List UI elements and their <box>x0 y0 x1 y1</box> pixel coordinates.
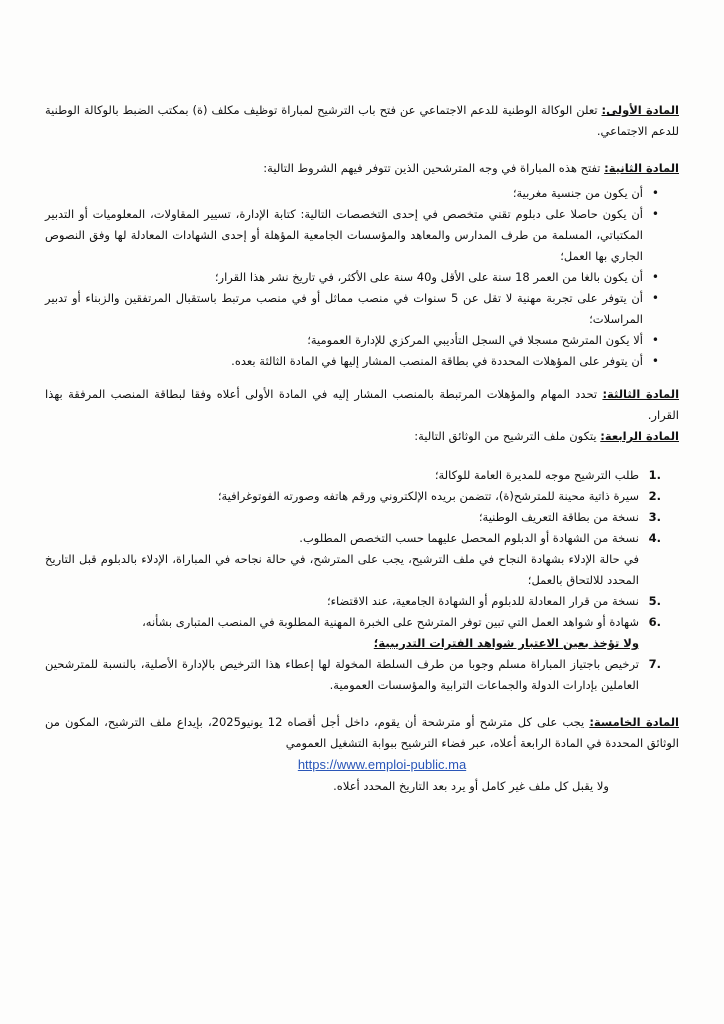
article-4-title: المادة الرابعة: <box>600 429 679 443</box>
conditions-list <box>45 183 679 372</box>
condition-item: • ألا يكون المترشح مسجلا في السجل التأديبي المركزي للإدارة العمومية؛ <box>45 330 659 351</box>
condition-item: • أن يتوفر على المؤهلات المحددة في بطاقة المنصب المشار إليها في المادة الثالثة بعده. <box>45 351 659 372</box>
article-2-intro: تفتح هذه المباراة في وجه المترشحين الذين تتوفر فيهم الشروط التالية: <box>263 161 605 175</box>
article-1 <box>45 100 679 142</box>
article-1-text: تعلن الوكالة الوطنية للدعم الاجتماعي عن فتح باب الترشيح لمباراة توظيف مكلف (ة) بمكتب الضبط بالوكالة الوطنية للدعم الاجتماعي. <box>45 103 679 138</box>
document-item <box>45 528 661 591</box>
article-2 <box>45 158 679 372</box>
article-5-text: يجب على كل مترشح أو مترشحة أن يقوم، داخل أجل أقصاه 12 يونيو2025، بإيداع ملف الترشيح، المكون من الوثائق المحددة في المادة الرابعة أعلاه، عبر فضاء الترشيح ببوابة التشغيل العمومي <box>45 715 679 750</box>
emploi-public-link[interactable]: https://www.emploi-public.ma <box>297 757 467 772</box>
document-text: طلب الترشيح موجه للمديرة العامة للوكالة؛ <box>434 468 639 482</box>
article-1-title: المادة الأولى: <box>601 103 679 117</box>
document-number: .6 <box>648 615 661 629</box>
condition-item: • أن يكون حاصلا على دبلوم تقني متخصص في إحدى التخصصات التالية: كتابة الإدارة، تسيير المقاولات، المعلوميات أو التدبير المكتباتي، المسلمة من طرف المدارس والمعاهد والمؤسسات الجامعية المؤهلة أو إحدى الشهادات المعادلة لها وفق النصوص الجاري بها العمل؛ <box>45 204 659 267</box>
documents-list <box>45 465 679 696</box>
document-number: .3 <box>648 510 661 524</box>
document-item <box>45 654 661 696</box>
document-item <box>45 591 661 612</box>
condition-item: • أن يكون بالغا من العمر 18 سنة على الأقل و40 سنة على الأكثر، في تاريخ نشر هذا القرار؛ <box>45 267 659 288</box>
document-text: شهادة أو شواهد العمل التي تبين توفر المترشح على الخبرة المهنية المطلوبة في المنصب المتبارى بشأنه، <box>142 615 639 629</box>
document-number: .5 <box>648 594 661 608</box>
document-text: ترخيص باجتياز المباراة مسلم وجوبا من طرف السلطة المخولة لها إعطاء هذا الترخيص بالإدارة الأصلية، بالنسبة للمترشحين العاملين بإدارات الدولة والجماعات الترابية والمؤسسات العمومية. <box>45 657 639 692</box>
article-3-title: المادة الثالثة: <box>602 387 680 401</box>
document-number: .2 <box>648 489 661 503</box>
document-text: نسخة من قرار المعادلة للدبلوم أو الشهادة الجامعية، عند الاقتضاء؛ <box>326 594 639 608</box>
article-4-intro: يتكون ملف الترشيح من الوثائق التالية: <box>414 429 601 443</box>
article-5 <box>45 712 679 797</box>
article-5-closing: ولا يقبل كل ملف غير كامل أو يرد بعد التاريخ المحدد أعلاه. <box>333 779 609 793</box>
document-note: في حالة الإدلاء بشهادة النجاح في ملف الترشيح، يجب على المترشح، في حالة نجاحه في المباراة، الإدلاء بالدبلوم قبل التاريخ المحدد للالتحاق بالعمل؛ <box>45 552 639 587</box>
article-4 <box>45 426 679 696</box>
document-item <box>45 507 661 528</box>
document-item <box>45 486 661 507</box>
document-text: نسخة من بطاقة التعريف الوطنية؛ <box>478 510 639 524</box>
document-item <box>45 465 661 486</box>
document-text: سيرة ذاتية محينة للمترشح(ة)، تتضمن بريده الإلكتروني ورقم هاتفه وصورته الفوتوغرافية؛ <box>217 489 639 503</box>
condition-item: • أن يكون من جنسية مغربية؛ <box>45 183 659 204</box>
document-body <box>45 100 679 797</box>
article-2-title: المادة الثانية: <box>604 161 679 175</box>
article-3-text: تحدد المهام والمؤهلات المرتبطة بالمنصب المشار إليه في المادة الأولى أعلاه وفقا لبطاقة المنصب المرفقة بهذا القرار. <box>45 387 679 422</box>
document-number: .1 <box>648 468 661 482</box>
article-5-title: المادة الخامسة: <box>589 715 679 729</box>
condition-item: • أن يتوفر على تجربة مهنية لا تقل عن 5 سنوات في منصب مماثل أو في منصب مرتبط باستقبال المرتفقين والزبناء أو تدبير المراسلات؛ <box>45 288 659 330</box>
faint-letterhead <box>240 62 500 86</box>
document-note-bold: ولا تؤخذ بعين الاعتبار شواهد الفترات التدريبية؛ <box>373 636 639 650</box>
document-number: .7 <box>648 657 661 671</box>
document-number: .4 <box>648 531 661 545</box>
document-item <box>45 612 661 654</box>
article-3 <box>45 384 679 426</box>
document-text: نسخة من الشهادة أو الدبلوم المحصل عليهما حسب التخصص المطلوب. <box>299 531 639 545</box>
